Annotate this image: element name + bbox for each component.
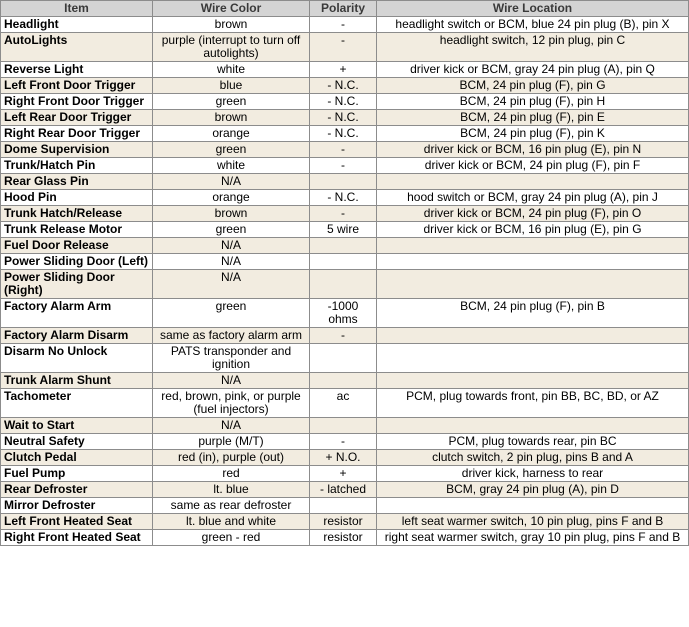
wire-location-cell: headlight switch or BCM, blue 24 pin plug (B), pin X (377, 17, 689, 33)
item-cell: Disarm No Unlock (1, 344, 153, 373)
wire-color-cell: green (153, 299, 310, 328)
item-cell: Trunk Hatch/Release (1, 206, 153, 222)
polarity-cell: - latched (310, 482, 377, 498)
wire-color-cell: orange (153, 190, 310, 206)
polarity-cell: - N.C. (310, 78, 377, 94)
wire-location-cell: driver kick or BCM, 16 pin plug (E), pin N (377, 142, 689, 158)
item-cell: Mirror Defroster (1, 498, 153, 514)
item-cell: Left Rear Door Trigger (1, 110, 153, 126)
polarity-cell: - N.C. (310, 126, 377, 142)
polarity-cell: - N.C. (310, 94, 377, 110)
polarity-cell: - (310, 434, 377, 450)
table-row (1, 344, 689, 373)
table-row (1, 190, 689, 206)
wire-color-cell: purple (interrupt to turn off autolights) (153, 33, 310, 62)
polarity-cell: - (310, 206, 377, 222)
wire-color-cell: brown (153, 110, 310, 126)
polarity-cell: 5 wire (310, 222, 377, 238)
table-row (1, 299, 689, 328)
item-cell: Dome Supervision (1, 142, 153, 158)
table-row (1, 94, 689, 110)
polarity-cell: - (310, 142, 377, 158)
wire-color-cell: blue (153, 78, 310, 94)
wire-color-cell: orange (153, 126, 310, 142)
item-cell: Neutral Safety (1, 434, 153, 450)
wire-location-cell (377, 174, 689, 190)
table-row (1, 174, 689, 190)
wire-color-cell: PATS transponder and ignition (153, 344, 310, 373)
header-item: Item (1, 1, 153, 17)
table-row (1, 206, 689, 222)
wire-location-cell: driver kick, harness to rear (377, 466, 689, 482)
table-row (1, 62, 689, 78)
wire-location-cell (377, 238, 689, 254)
table-row (1, 238, 689, 254)
wire-color-cell: same as rear defroster (153, 498, 310, 514)
polarity-cell: - (310, 17, 377, 33)
wire-color-cell: N/A (153, 238, 310, 254)
table-row (1, 450, 689, 466)
wire-color-cell: same as factory alarm arm (153, 328, 310, 344)
wire-location-cell (377, 373, 689, 389)
item-cell: Power Sliding Door (Left) (1, 254, 153, 270)
polarity-cell: - (310, 33, 377, 62)
item-cell: Right Front Door Trigger (1, 94, 153, 110)
polarity-cell: + N.O. (310, 450, 377, 466)
polarity-cell: -1000 ohms (310, 299, 377, 328)
wire-color-cell: brown (153, 206, 310, 222)
item-cell: Rear Glass Pin (1, 174, 153, 190)
polarity-cell: resistor (310, 530, 377, 546)
wire-location-cell: PCM, plug towards front, pin BB, BC, BD, or AZ (377, 389, 689, 418)
wire-location-cell: hood switch or BCM, gray 24 pin plug (A), pin J (377, 190, 689, 206)
item-cell: Trunk/Hatch Pin (1, 158, 153, 174)
wire-color-cell: white (153, 158, 310, 174)
wire-color-cell: green - red (153, 530, 310, 546)
item-cell: Left Front Heated Seat (1, 514, 153, 530)
wire-location-cell (377, 270, 689, 299)
wire-location-cell: driver kick or BCM, 24 pin plug (F), pin F (377, 158, 689, 174)
wire-location-cell: left seat warmer switch, 10 pin plug, pins F and B (377, 514, 689, 530)
wire-color-cell: red, brown, pink, or purple (fuel injectors) (153, 389, 310, 418)
polarity-cell: - (310, 158, 377, 174)
wire-location-cell: driver kick or BCM, gray 24 pin plug (A), pin Q (377, 62, 689, 78)
polarity-cell (310, 254, 377, 270)
table-row (1, 418, 689, 434)
item-cell: Clutch Pedal (1, 450, 153, 466)
wire-color-cell: N/A (153, 373, 310, 389)
wire-location-cell: BCM, gray 24 pin plug (A), pin D (377, 482, 689, 498)
item-cell: Factory Alarm Arm (1, 299, 153, 328)
header-wire-color: Wire Color (153, 1, 310, 17)
table-row (1, 33, 689, 62)
table-row (1, 498, 689, 514)
wire-color-cell: N/A (153, 418, 310, 434)
item-cell: Right Rear Door Trigger (1, 126, 153, 142)
item-cell: Headlight (1, 17, 153, 33)
table-row (1, 222, 689, 238)
wire-location-cell: BCM, 24 pin plug (F), pin H (377, 94, 689, 110)
item-cell: Rear Defroster (1, 482, 153, 498)
wire-location-cell: driver kick or BCM, 16 pin plug (E), pin G (377, 222, 689, 238)
polarity-cell: ac (310, 389, 377, 418)
wire-color-cell: white (153, 62, 310, 78)
table-row (1, 434, 689, 450)
table-row (1, 78, 689, 94)
wire-location-cell: BCM, 24 pin plug (F), pin E (377, 110, 689, 126)
table-row (1, 17, 689, 33)
item-cell: Hood Pin (1, 190, 153, 206)
wire-location-cell (377, 418, 689, 434)
item-cell: Fuel Door Release (1, 238, 153, 254)
wire-location-cell: clutch switch, 2 pin plug, pins B and A (377, 450, 689, 466)
item-cell: Trunk Release Motor (1, 222, 153, 238)
table-row (1, 530, 689, 546)
polarity-cell: - (310, 328, 377, 344)
polarity-cell (310, 373, 377, 389)
wire-color-cell: green (153, 222, 310, 238)
header-wire-location: Wire Location (377, 1, 689, 17)
table-row (1, 142, 689, 158)
polarity-cell (310, 344, 377, 373)
table-header-row (1, 1, 689, 17)
table-row (1, 110, 689, 126)
wire-location-cell: BCM, 24 pin plug (F), pin B (377, 299, 689, 328)
polarity-cell (310, 238, 377, 254)
table-row (1, 482, 689, 498)
wire-location-cell (377, 498, 689, 514)
table-row (1, 389, 689, 418)
polarity-cell: - N.C. (310, 190, 377, 206)
table-row (1, 254, 689, 270)
table-row (1, 270, 689, 299)
item-cell: AutoLights (1, 33, 153, 62)
wire-color-cell: purple (M/T) (153, 434, 310, 450)
wire-color-cell: red (153, 466, 310, 482)
table-row (1, 514, 689, 530)
wire-location-cell: headlight switch, 12 pin plug, pin C (377, 33, 689, 62)
wire-color-cell: red (in), purple (out) (153, 450, 310, 466)
table-row (1, 466, 689, 482)
polarity-cell: + (310, 466, 377, 482)
table-row (1, 126, 689, 142)
polarity-cell: - N.C. (310, 110, 377, 126)
wire-color-cell: lt. blue and white (153, 514, 310, 530)
table-row (1, 328, 689, 344)
table-row (1, 373, 689, 389)
item-cell: Wait to Start (1, 418, 153, 434)
wire-color-cell: lt. blue (153, 482, 310, 498)
polarity-cell (310, 418, 377, 434)
wire-location-cell (377, 254, 689, 270)
header-polarity: Polarity (310, 1, 377, 17)
wire-location-cell (377, 328, 689, 344)
item-cell: Right Front Heated Seat (1, 530, 153, 546)
wire-color-cell: N/A (153, 174, 310, 190)
table-body (1, 17, 689, 546)
item-cell: Fuel Pump (1, 466, 153, 482)
polarity-cell (310, 498, 377, 514)
wire-location-cell (377, 344, 689, 373)
item-cell: Trunk Alarm Shunt (1, 373, 153, 389)
wire-color-cell: green (153, 142, 310, 158)
item-cell: Tachometer (1, 389, 153, 418)
wire-location-cell: right seat warmer switch, gray 10 pin plug, pins F and B (377, 530, 689, 546)
item-cell: Factory Alarm Disarm (1, 328, 153, 344)
wire-color-cell: green (153, 94, 310, 110)
item-cell: Reverse Light (1, 62, 153, 78)
polarity-cell (310, 270, 377, 299)
wire-location-cell: BCM, 24 pin plug (F), pin G (377, 78, 689, 94)
polarity-cell: + (310, 62, 377, 78)
polarity-cell (310, 174, 377, 190)
wire-color-cell: N/A (153, 254, 310, 270)
wire-color-cell: N/A (153, 270, 310, 299)
table-row (1, 158, 689, 174)
wire-color-cell: brown (153, 17, 310, 33)
polarity-cell: resistor (310, 514, 377, 530)
item-cell: Left Front Door Trigger (1, 78, 153, 94)
wire-location-cell: BCM, 24 pin plug (F), pin K (377, 126, 689, 142)
wire-location-cell: driver kick or BCM, 24 pin plug (F), pin O (377, 206, 689, 222)
wire-location-cell: PCM, plug towards rear, pin BC (377, 434, 689, 450)
item-cell: Power Sliding Door (Right) (1, 270, 153, 299)
